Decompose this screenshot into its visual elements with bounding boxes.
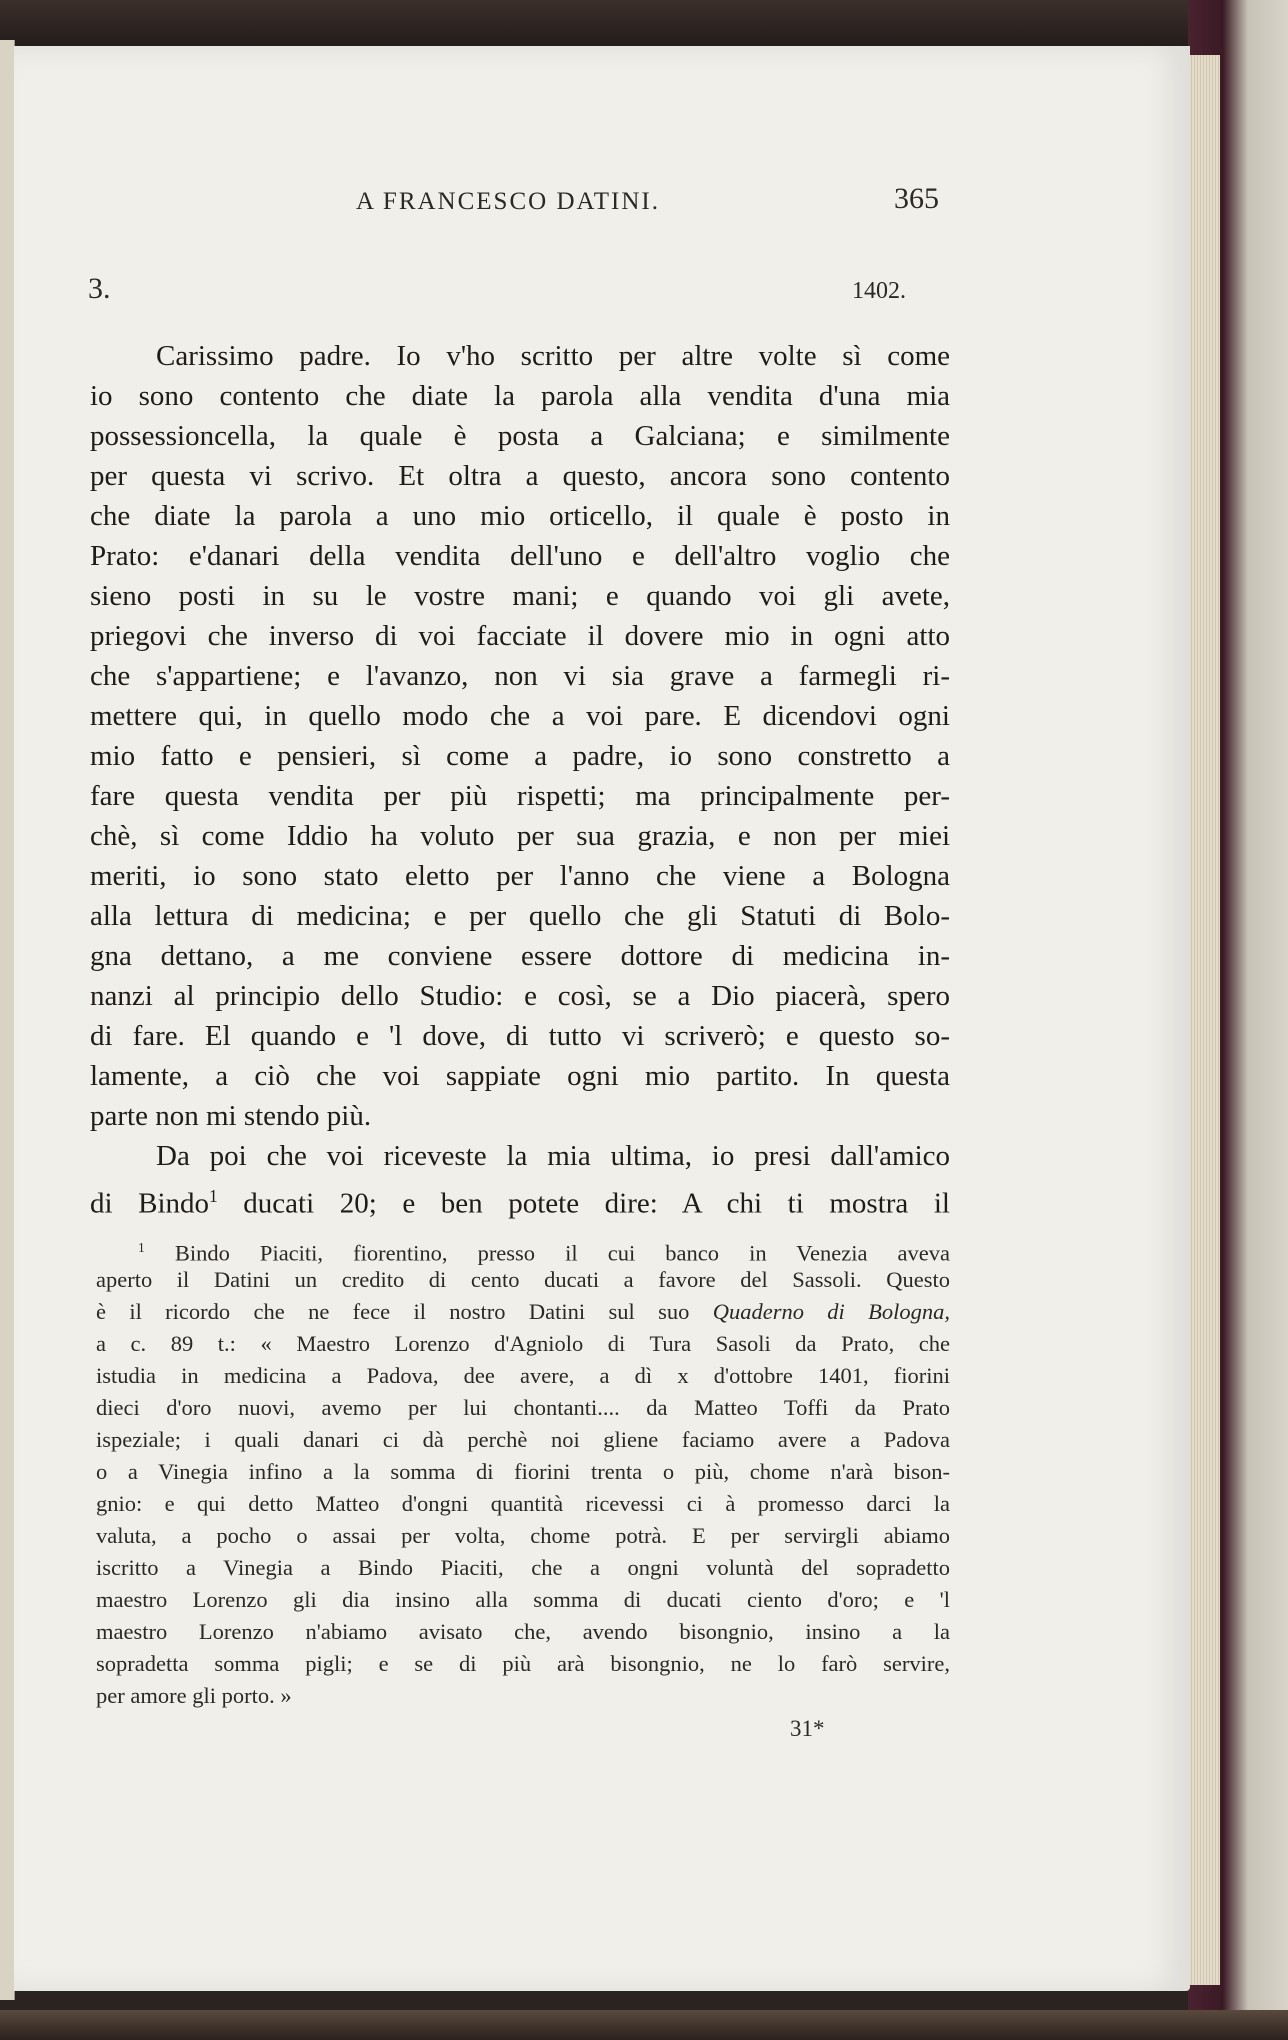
body-line: per questa vi scrivo. Et oltra a questo, ancora sono contento	[90, 460, 950, 492]
facing-page-edge	[0, 40, 15, 2000]
body-line: di fare. El quando e 'l dove, di tutto vi scriverò; e questo so-	[90, 1020, 950, 1052]
body-line: mettere qui, in quello modo che a voi pare. E dicendovi ogni	[90, 700, 950, 732]
footnote-line	[96, 1296, 950, 1328]
footnote-line: valuta, a pocho o assai per volta, chome potrà. E per servirgli abiamo	[96, 1523, 950, 1548]
footnote-line: maestro Lorenzo gli dia insino alla somma di ducati ciento d'oro; e 'l	[96, 1587, 950, 1612]
footnote-line: maestro Lorenzo n'abiamo avisato che, avendo bisongnio, insino a la	[96, 1619, 950, 1644]
body-line: parte non mi stendo più.	[90, 1100, 372, 1132]
footnote-line: aperto il Datini un credito di cento ducati a favore del Sassoli. Questo	[96, 1267, 950, 1292]
footnote-line: per amore gli porto. »	[96, 1683, 292, 1708]
running-title: A FRANCESCO DATINI.	[356, 188, 661, 215]
body-line: fare questa vendita per più rispetti; ma principalmente per-	[90, 780, 950, 812]
footnote-line: o a Vinegia infino a la somma di fiorini trenta o più, chome n'arà bison-	[96, 1459, 950, 1484]
body-line: alla lettura di medicina; e per quello che gli Statuti di Bolo-	[90, 900, 950, 932]
footnote-text: è il ricordo che ne fece il nostro Datini sul suo	[96, 1299, 690, 1324]
body-line: che s'appartiene; e l'avanzo, non vi sia grave a farmegli ri-	[90, 660, 950, 692]
body-text-fragment: ducati 20; e ben potete dire: A chi ti mostra il	[217, 1187, 950, 1220]
footnote-italic-title: Quaderno di Bologna,	[712, 1299, 951, 1324]
page-number: 365	[894, 182, 939, 215]
footnote-text: Bindo Piaciti, fiorentino, presso il cui banco in Venezia aveva	[174, 1240, 951, 1266]
body-line: nanzi al principio dello Studio: e così, se a Dio piacerà, spero	[90, 980, 950, 1012]
body-line: Carissimo padre. Io v'ho scritto per altre volte sì come	[156, 340, 950, 372]
footnote-marker: 1	[138, 1240, 145, 1255]
body-line-with-footnote-ref	[90, 1176, 950, 1220]
letter-year: 1402.	[852, 278, 906, 304]
footnote-block	[96, 1232, 950, 1712]
body-line: mio fatto e pensieri, sì come a padre, io sono constretto a	[90, 740, 950, 772]
letter-body	[90, 336, 950, 1220]
printer-signature-mark: 31*	[790, 1716, 825, 1741]
body-line: possessioncella, la quale è posta a Galciana; e similmente	[90, 420, 950, 452]
footnote-reference: 1	[209, 1186, 218, 1206]
footnote-line: istudia in medicina a Padova, dee avere, a dì x d'ottobre 1401, fiorini	[96, 1363, 950, 1388]
body-line: sieno posti in su le vostre mani; e quando voi gli avete,	[90, 580, 950, 612]
body-line: chè, sì come Iddio ha voluto per sua grazia, e non per miei	[90, 820, 950, 852]
body-line: Prato: e'danari della vendita dell'uno e dell'altro voglio che	[90, 540, 950, 572]
body-line: Da poi che voi riceveste la mia ultima, io presi dall'amico	[156, 1140, 950, 1172]
body-line: gna dettano, a me conviene essere dottore di medicina in-	[90, 940, 950, 972]
footnote-line: a c. 89 t.: « Maestro Lorenzo d'Agniolo di Tura Sasoli da Prato, che	[96, 1331, 950, 1356]
body-line: meriti, io sono stato eletto per l'anno che viene a Bologna	[90, 860, 950, 892]
body-line: che diate la parola a uno mio orticello, il quale è posto in	[90, 500, 950, 532]
footnote-line: gnio: e qui detto Matteo d'ongni quantità ricevessi ci à promesso darci la	[96, 1491, 950, 1516]
body-text-fragment: di Bindo	[90, 1187, 210, 1220]
footnote-line: iscritto a Vinegia a Bindo Piaciti, che a ongni voluntà del sopradetto	[96, 1555, 950, 1580]
book-binding-bottom	[0, 2010, 1288, 2040]
footnote-line: sopradetta somma pigli; e se di più arà bisongnio, ne lo farò servire,	[96, 1651, 950, 1676]
footnote-line: ispeziale; i quali danari ci dà perchè noi gliene faciamo avere a Padova	[96, 1427, 950, 1452]
body-line: io sono contento che diate la parola alla vendita d'una mia	[90, 380, 950, 412]
footnote-line	[96, 1232, 950, 1264]
body-line: priegovi che inverso di voi facciate il dovere mio in ogni atto	[90, 620, 950, 652]
letter-number: 3.	[88, 272, 111, 305]
footnote-line: dieci d'oro nuovi, avemo per lui chontanti.... da Matteo Toffi da Prato	[96, 1395, 950, 1420]
body-line: lamente, a ciò che voi sappiate ogni mio partito. In questa	[90, 1060, 950, 1092]
